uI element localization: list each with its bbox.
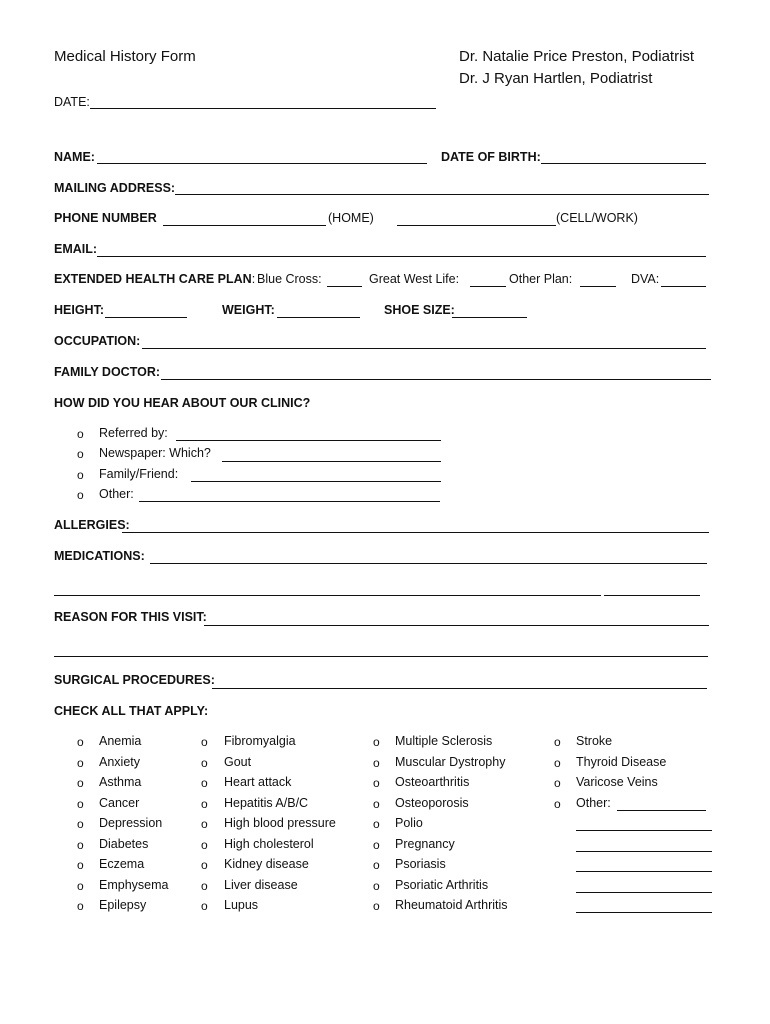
condition-label: Epilepsy: [99, 898, 147, 912]
condition-checkbox[interactable]: o: [554, 735, 561, 749]
other-plan-field[interactable]: [580, 286, 616, 287]
home-label: (HOME): [328, 211, 374, 225]
condition-checkbox[interactable]: o: [77, 735, 84, 749]
weight-field[interactable]: [277, 317, 360, 318]
doctor-name-1: Dr. Natalie Price Preston, Podiatrist: [459, 48, 695, 65]
condition-checkbox[interactable]: o: [201, 776, 208, 790]
condition-checkbox[interactable]: o: [373, 878, 380, 893]
condition-label: Anemia: [99, 734, 142, 748]
condition-label: Psoriasis: [395, 857, 446, 871]
medications-field-line-2[interactable]: [54, 595, 601, 596]
condition-label: Osteoarthritis: [395, 775, 470, 789]
condition-label: Cancer: [99, 795, 140, 810]
allergies-field[interactable]: [122, 532, 709, 533]
reason-field-line-2[interactable]: [54, 656, 708, 657]
condition-label: High cholesterol: [224, 836, 314, 851]
condition-checkbox[interactable]: o: [77, 878, 84, 893]
shoe-size-label: SHOE SIZE:: [384, 303, 455, 317]
condition-label: Varicose Veins: [576, 775, 658, 789]
surgical-label: SURGICAL PROCEDURES:: [54, 673, 215, 687]
condition-checkbox[interactable]: o: [201, 878, 208, 893]
name-label: NAME:: [54, 150, 95, 164]
condition-checkbox[interactable]: o: [201, 817, 208, 831]
hear-bullet: o: [77, 468, 84, 482]
condition-label: Heart attack: [224, 775, 292, 789]
other-condition-line-1[interactable]: [576, 830, 712, 831]
hear-about-heading: HOW DID YOU HEAR ABOUT OUR CLINIC?: [54, 396, 311, 410]
condition-label: Emphysema: [99, 877, 169, 892]
condition-label: Fibromyalgia: [224, 734, 296, 748]
weight-label: WEIGHT:: [222, 303, 275, 317]
hear-other-field[interactable]: [139, 501, 440, 502]
other-condition-line-3[interactable]: [576, 871, 712, 872]
condition-checkbox[interactable]: o: [201, 735, 208, 749]
condition-checkbox[interactable]: o: [373, 755, 380, 770]
dva-label: DVA:: [631, 272, 660, 286]
condition-checkbox[interactable]: o: [554, 755, 561, 770]
condition-checkbox[interactable]: o: [77, 899, 84, 913]
condition-checkbox[interactable]: o: [554, 776, 561, 790]
condition-label: Kidney disease: [224, 857, 309, 871]
condition-checkbox[interactable]: o: [373, 858, 380, 872]
name-field[interactable]: [97, 163, 427, 164]
check-all-heading: CHECK ALL THAT APPLY:: [54, 704, 209, 718]
email-label: EMAIL:: [54, 242, 98, 256]
condition-label: Diabetes: [99, 836, 149, 851]
condition-checkbox[interactable]: o: [201, 858, 208, 872]
condition-label: Osteoporosis: [395, 795, 469, 810]
other-condition-field[interactable]: [617, 810, 706, 811]
blue-cross-field[interactable]: [327, 286, 362, 287]
occupation-field[interactable]: [142, 348, 706, 349]
condition-label: Depression: [99, 816, 163, 830]
condition-checkbox[interactable]: o: [77, 837, 84, 852]
mailing-address-field[interactable]: [175, 194, 709, 195]
condition-checkbox[interactable]: o: [373, 837, 380, 852]
great-west-label: Great West Life:: [369, 272, 460, 286]
hear-bullet: o: [77, 447, 84, 461]
condition-checkbox[interactable]: o: [554, 796, 561, 811]
condition-label: Lupus: [224, 898, 259, 912]
doctor-name-2: Dr. J Ryan Hartlen, Podiatrist: [459, 70, 653, 87]
condition-checkbox[interactable]: o: [373, 776, 380, 790]
newspaper-field[interactable]: [222, 461, 441, 462]
condition-checkbox[interactable]: o: [77, 755, 84, 770]
mailing-address-label: MAILING ADDRESS:: [54, 181, 176, 195]
occupation-label: OCCUPATION:: [54, 334, 141, 348]
referred-by-field[interactable]: [176, 440, 441, 441]
medications-field[interactable]: [150, 563, 707, 564]
condition-label: Pregnancy: [395, 836, 455, 851]
condition-label: Stroke: [576, 734, 613, 748]
other-plan-label: Other Plan:: [509, 272, 573, 286]
condition-label: Gout: [224, 754, 252, 769]
hear-option-family: Family/Friend:: [99, 467, 179, 481]
condition-label: Polio: [395, 816, 423, 830]
condition-checkbox[interactable]: o: [77, 796, 84, 811]
medications-field-line-2b[interactable]: [604, 595, 700, 596]
blue-cross-label: Blue Cross:: [257, 272, 322, 286]
family-friend-field[interactable]: [191, 481, 441, 482]
condition-checkbox[interactable]: o: [201, 796, 208, 811]
hear-option-other: Other:: [99, 487, 134, 501]
condition-checkbox[interactable]: o: [201, 899, 208, 913]
form-title: Medical History Form: [54, 48, 196, 65]
condition-label: Anxiety: [99, 754, 140, 769]
condition-label: Muscular Dystrophy: [395, 754, 506, 769]
height-label: HEIGHT:: [54, 303, 104, 317]
medications-label: MEDICATIONS:: [54, 549, 145, 563]
shoe-size-field[interactable]: [452, 317, 527, 318]
cell-label: (CELL/WORK): [556, 211, 638, 225]
dob-field[interactable]: [541, 163, 706, 164]
hear-option-newspaper: Newspaper: Which?: [99, 446, 211, 460]
condition-checkbox[interactable]: o: [201, 755, 208, 770]
hear-bullet: o: [77, 427, 84, 441]
condition-checkbox[interactable]: o: [373, 735, 380, 749]
dva-field[interactable]: [661, 286, 706, 287]
ehc-label: EXTENDED HEALTH CARE PLAN:: [54, 272, 256, 286]
reason-label: REASON FOR THIS VISIT:: [54, 610, 207, 624]
condition-label: Psoriatic Arthritis: [395, 877, 489, 892]
family-doctor-field[interactable]: [161, 379, 711, 380]
other-condition-line-5[interactable]: [576, 912, 712, 913]
condition-checkbox[interactable]: o: [373, 796, 380, 811]
date-label: DATE:: [54, 95, 90, 109]
reason-field[interactable]: [204, 625, 709, 626]
condition-label: Eczema: [99, 857, 145, 871]
home-phone-field[interactable]: [163, 225, 326, 226]
condition-label: Other:: [576, 795, 611, 810]
date-field[interactable]: [90, 108, 436, 109]
surgical-field[interactable]: [212, 688, 707, 689]
family-doctor-label: FAMILY DOCTOR:: [54, 365, 161, 379]
other-condition-line-4[interactable]: [576, 892, 712, 893]
email-field[interactable]: [97, 256, 706, 257]
dob-label: DATE OF BIRTH:: [441, 150, 541, 164]
condition-checkbox[interactable]: o: [77, 858, 84, 872]
hear-bullet: o: [77, 488, 84, 502]
cell-phone-field[interactable]: [397, 225, 556, 226]
other-condition-line-2[interactable]: [576, 851, 712, 852]
condition-label: High blood pressure: [224, 816, 336, 830]
condition-label: Liver disease: [224, 877, 298, 892]
condition-checkbox[interactable]: o: [373, 899, 380, 913]
condition-label: Multiple Sclerosis: [395, 734, 493, 748]
condition-label: Rheumatoid Arthritis: [395, 898, 508, 912]
condition-checkbox[interactable]: o: [373, 817, 380, 831]
hear-option-referred: Referred by:: [99, 426, 168, 440]
condition-checkbox[interactable]: o: [201, 837, 208, 852]
condition-checkbox[interactable]: o: [77, 817, 84, 831]
allergies-label: ALLERGIES:: [54, 518, 130, 532]
condition-checkbox[interactable]: o: [77, 776, 84, 790]
great-west-field[interactable]: [470, 286, 506, 287]
phone-label: PHONE NUMBER: [54, 211, 157, 225]
condition-label: Hepatitis A/B/C: [224, 795, 309, 810]
height-field[interactable]: [105, 317, 187, 318]
condition-label: Thyroid Disease: [576, 754, 667, 769]
condition-label: Asthma: [99, 775, 142, 789]
